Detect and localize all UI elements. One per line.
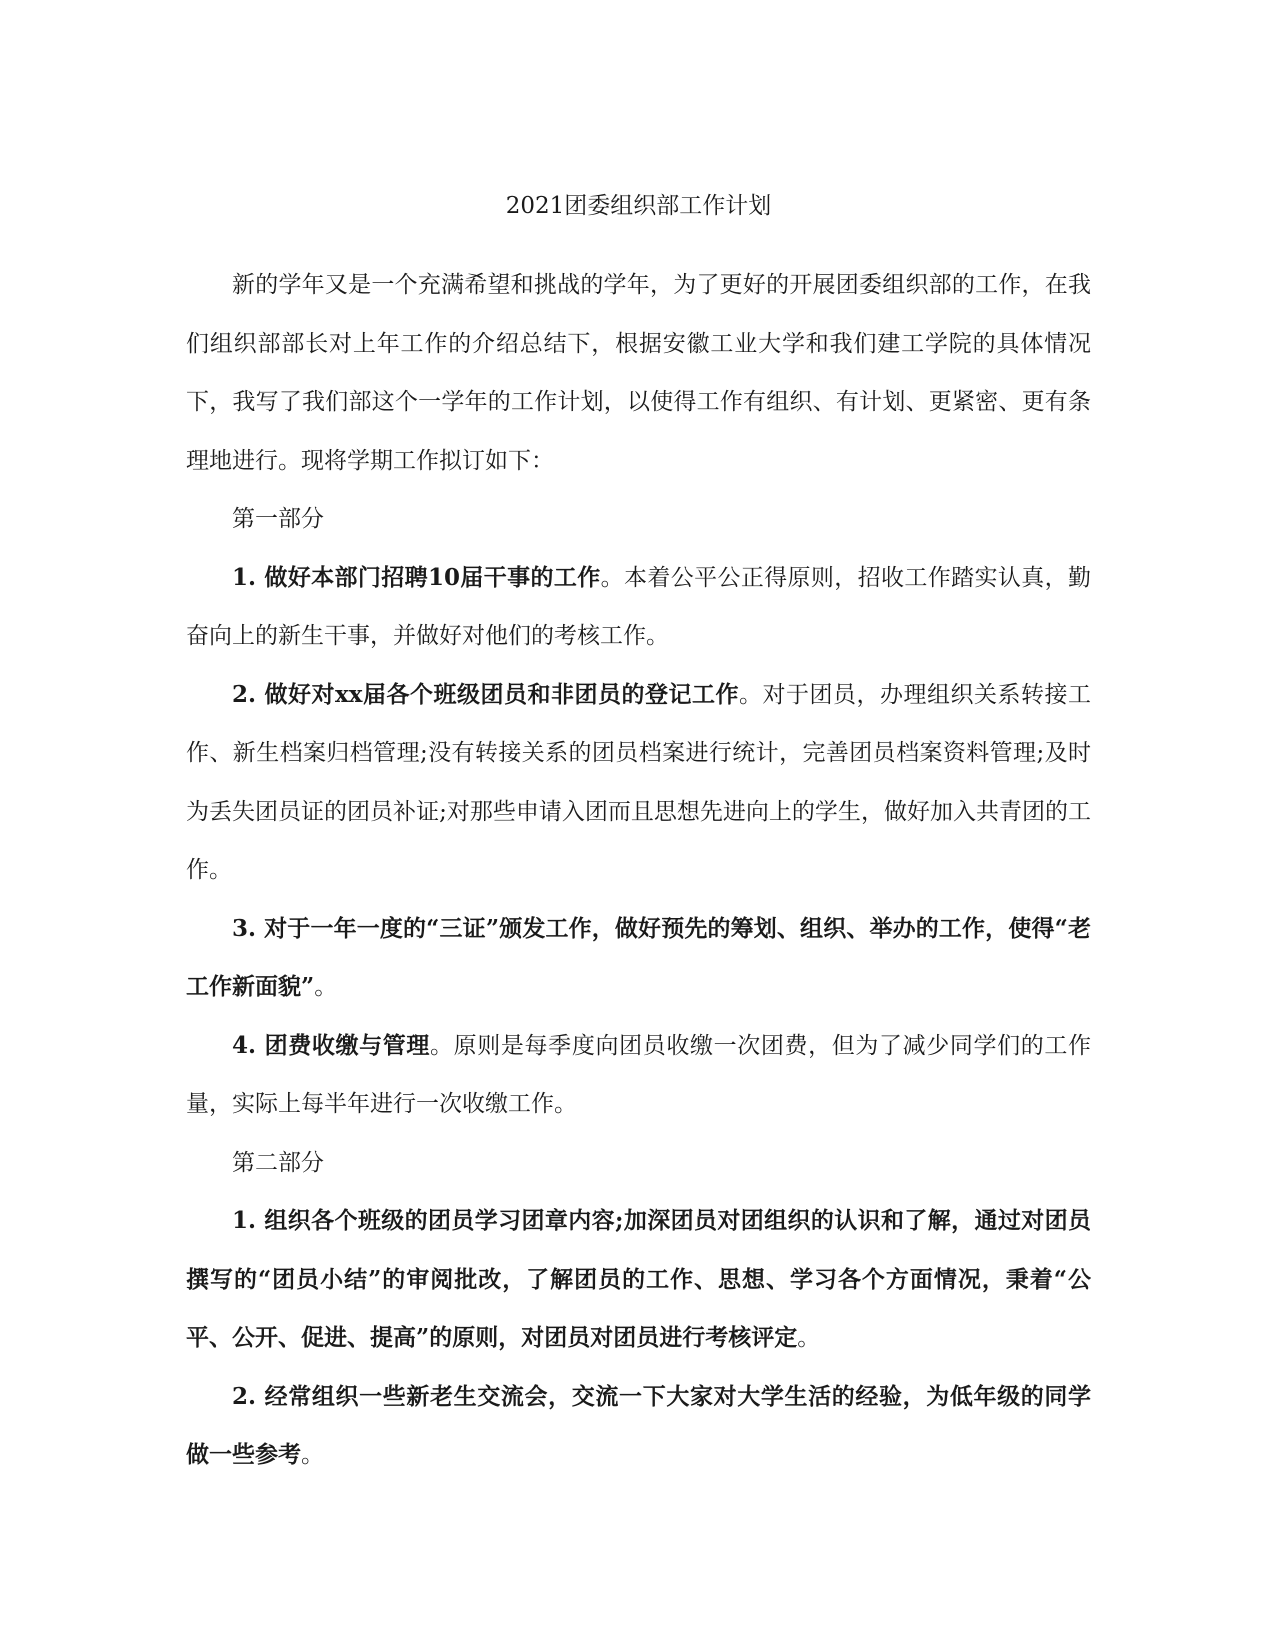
part1-item-1-bold: 1. 做好本部门招聘10届干事的工作 xyxy=(232,563,601,591)
part1-item-3 xyxy=(186,900,1091,1017)
part1-item-1-text: 。本着公平公正得原则，招收工作踏实认真，勤奋向上的新生干事，并做好对他们的考核工作。 xyxy=(186,564,1092,649)
document-title: 2021团委组织部工作计划 xyxy=(505,193,772,219)
part1-item-2-text: 。对于团员，办理组织关系转接工作、新生档案归档管理;没有转接关系的团员档案进行统计，完善团员档案资料管理;及时为丢失团员证的团员补证;对那些申请入团而且思想先进向上的学生，做好加入共青团的工作。 xyxy=(186,681,1092,883)
intro-paragraph: 新的学年又是一个充满希望和挑战的学年，为了更好的开展团委组织部的工作，在我们组织部部长对上年工作的介绍总结下，根据安徽工业大学和我们建工学院的具体情况下，我写了我们部这个一学年的工作计划，以使得工作有组织、有计划、更紧密、更有条理地进行。现将学期工作拟订如下： xyxy=(186,272,1091,474)
part2-item-1-text: 。 xyxy=(797,1325,821,1351)
part1-item-1 xyxy=(186,549,1091,666)
document-page xyxy=(186,186,1091,1485)
part2-item-1-bold: 1. 组织各个班级的团员学习团章内容;加深团员对团组织的认识和了解，通过对团员撰写的“团员小结”的审阅批改，了解团员的工作、思想、学习各个方面情况，秉着“公平、公开、促进、提高”的原则，对团员对团员进行考核评定 xyxy=(186,1207,1091,1351)
part2-item-2-text: 。 xyxy=(301,1442,324,1468)
part1-item-4-bold: 4. 团费收缴与管理 xyxy=(232,1031,431,1059)
part1-item-2-bold: 2. 做好对xx届各个班级团员和非团员的登记工作 xyxy=(232,680,739,708)
part1-item-4-text: 。原则是每季度向团员收缴一次团费，但为了减少同学们的工作量，实际上每半年进行一次收缴工作。 xyxy=(186,1032,1091,1117)
part1-item-2 xyxy=(186,666,1091,900)
part1-item-4 xyxy=(186,1017,1091,1134)
part1-item-3-text: 。 xyxy=(314,974,338,1000)
part2-heading: 第二部分 xyxy=(232,1149,324,1176)
part1-item-3-bold: 3. 对于一年一度的“三证”颁发工作，做好预先的筹划、组织、举办的工作，使得“老工作新面貌” xyxy=(186,914,1091,1000)
part2-item-2-bold: 2. 经常组织一些新老生交流会，交流一下大家对大学生活的经验，为低年级的同学做一些参考 xyxy=(186,1382,1091,1468)
part2-item-1 xyxy=(186,1192,1091,1368)
part1-heading: 第一部分 xyxy=(232,506,324,532)
part2-item-2 xyxy=(186,1368,1091,1485)
